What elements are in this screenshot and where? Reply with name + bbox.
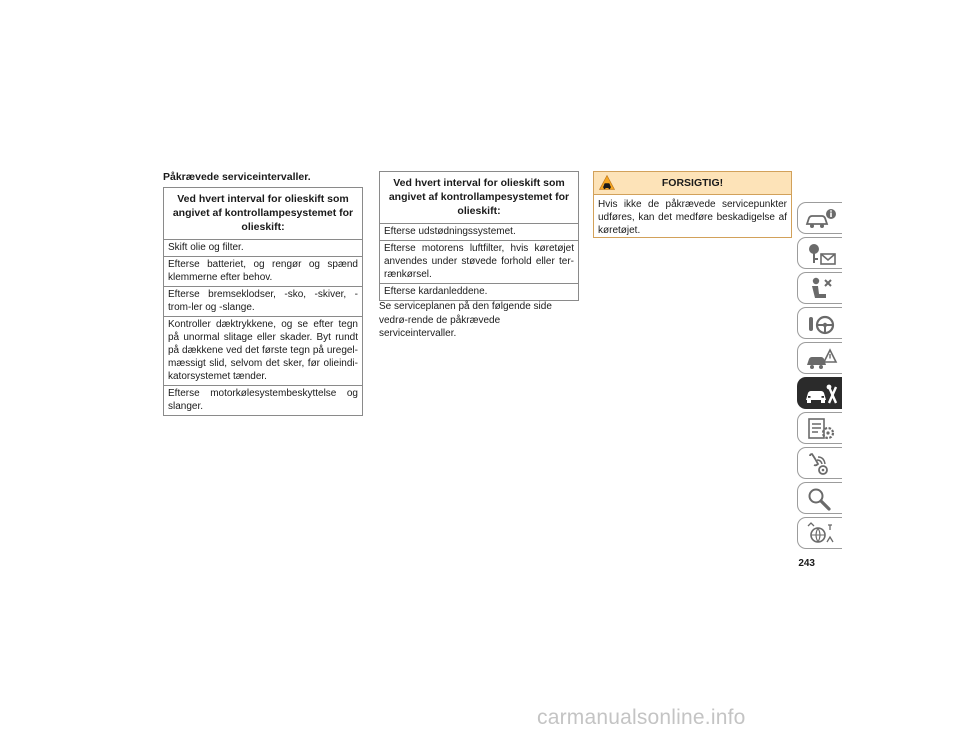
steering-wheel-icon xyxy=(804,311,838,337)
tab-technical-specifications[interactable] xyxy=(797,412,842,444)
towing-car-icon xyxy=(804,346,838,372)
specifications-gear-icon xyxy=(804,416,838,442)
tab-starting-operating[interactable] xyxy=(797,307,842,339)
watermark: carmanualsonline.info xyxy=(537,706,746,729)
table-row: Efterse udstødningssystemet. xyxy=(380,224,578,241)
tab-introduction[interactable] xyxy=(797,202,842,234)
tab-servicing-maintenance[interactable] xyxy=(797,377,842,409)
caution-text: Hvis ikke de påkrævede servicepunkter udføres, kan det medføre beskadigelse af køretøjet. xyxy=(598,199,787,236)
caution-box xyxy=(593,171,792,238)
table-row: Efterse kardanleddene. xyxy=(384,286,488,297)
languages-icon xyxy=(804,521,838,547)
table-row: Efterse batteriet, og rengør og spænd klemmerne efter behov. xyxy=(164,257,362,287)
service-table-left xyxy=(163,187,363,416)
car-info-icon xyxy=(804,206,838,232)
table-row: Kontroller dæktrykkene, og se efter tegn på unormal slitage eller skader. Byt rundt på dækkene ved det første tegn på uregel-mæssigt slid, selvom det sker, før olieindi-katorsystemet tænder. xyxy=(164,317,362,386)
table-header: Ved hvert interval for olieskift som angivet af kontrollampesystemet for olieskift: xyxy=(164,188,362,240)
tab-multimedia[interactable] xyxy=(797,447,842,479)
service-table-right xyxy=(379,171,579,301)
search-index-icon xyxy=(804,486,838,512)
table-row: Skift olie og filter. xyxy=(164,240,362,257)
caution-header xyxy=(594,172,791,195)
table-row: Efterse motorens luftfilter, hvis køretøjet anvendes under støvede forhold eller ter-rænkørsel. xyxy=(380,241,578,284)
multimedia-icon xyxy=(804,451,838,477)
body-paragraph: Se serviceplanen på den følgende side vedrø-rende de påkrævede serviceintervaller. xyxy=(379,301,552,339)
page-number: 243 xyxy=(798,558,815,569)
tab-emergencies[interactable] xyxy=(797,342,842,374)
table-row: Efterse bremseklodser, -sko, -skiver, -trom-ler og -slange. xyxy=(164,287,362,317)
section-heading: Påkrævede serviceintervaller. xyxy=(163,171,311,183)
tab-languages[interactable] xyxy=(797,517,842,549)
keys-mail-icon xyxy=(804,241,838,267)
table-row: Efterse motorkølesystembeskyttelse og slanger. xyxy=(168,388,358,412)
table-header: Ved hvert interval for olieskift som angivet af kontrollampesystemet for olieskift: xyxy=(380,172,578,224)
tab-index[interactable] xyxy=(797,482,842,514)
tab-getting-to-know[interactable] xyxy=(797,237,842,269)
caution-title: FORSIGTIG! xyxy=(661,177,724,189)
tab-safety[interactable] xyxy=(797,272,842,304)
car-service-tools-icon xyxy=(804,381,838,407)
seat-airbag-icon xyxy=(804,276,838,302)
